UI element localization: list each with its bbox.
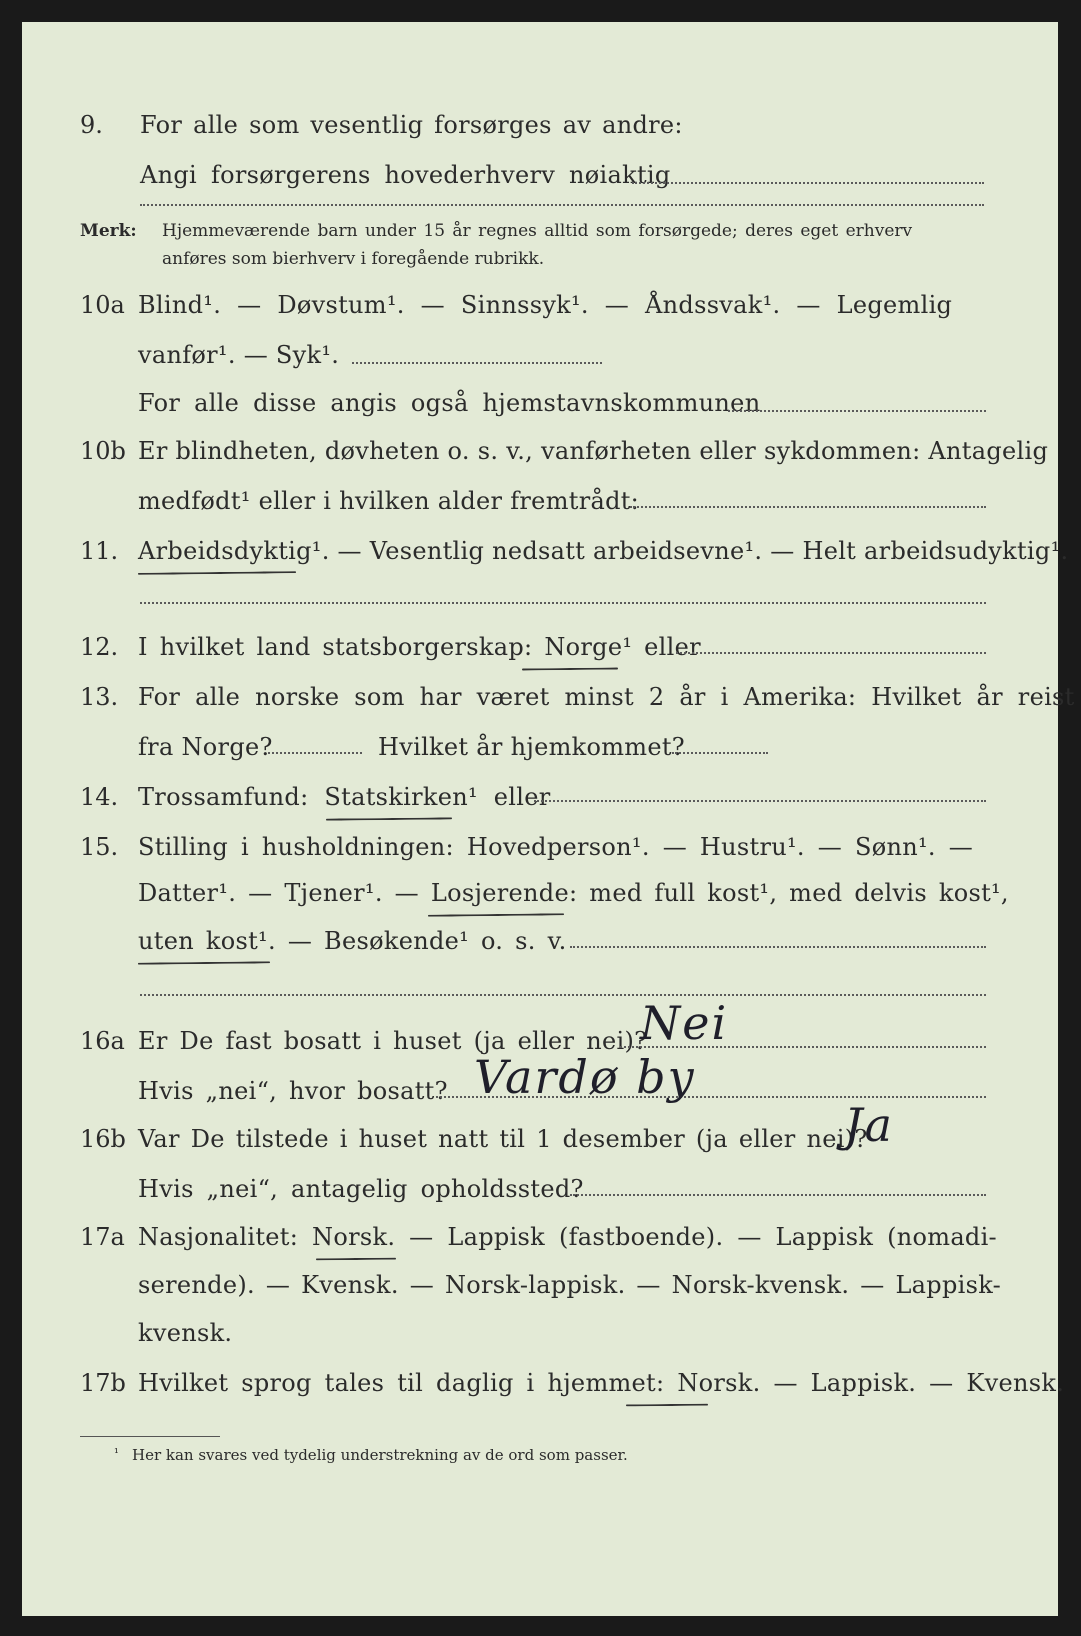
q17b-number: 17b	[80, 1369, 126, 1397]
q13-return-year-line[interactable]	[672, 752, 768, 754]
q12-answer-line[interactable]	[676, 652, 986, 654]
q11-underline-arbeidsdyktig	[138, 571, 296, 575]
q16b-question: Var De tilstede i huset natt til 1 desember (ja eller nei)?	[138, 1125, 868, 1153]
footnote-rule	[80, 1436, 220, 1437]
q9-answer-line-2[interactable]	[140, 204, 984, 206]
q17b-underline-norsk	[626, 1404, 708, 1407]
q10b-question: Er blindheten, døvheten o. s. v., vanførheten eller sykdommen: Antagelig	[138, 437, 1049, 465]
q9-question: For alle som vesentlig forsørges av andre:	[140, 111, 683, 139]
q10b-number: 10b	[80, 437, 126, 465]
q17a-question-line2: serende). — Kvensk. — Norsk-lappisk. — Norsk-kvensk. — Lappisk-	[138, 1271, 1002, 1299]
q13-departure-year-line[interactable]	[268, 752, 362, 754]
q10a-number: 10a	[80, 291, 125, 319]
q11-number: 11.	[80, 537, 119, 565]
q12-underline-norge	[522, 667, 618, 670]
census-form-page	[22, 22, 1075, 1616]
q15-question-line3: uten kost¹. — Besøkende¹ o. s. v.	[138, 927, 567, 955]
q9-question-line2: Angi forsørgerens hovederhverv nøiaktig	[140, 161, 671, 189]
q14-question: Trossamfund: Statskirken¹ eller	[138, 783, 551, 811]
q15-answer-line[interactable]	[570, 946, 986, 948]
q11-answer-line[interactable]	[140, 602, 986, 604]
q16b-question-line2: Hvis „nei“, antagelig opholdssted?	[138, 1175, 584, 1203]
q13-question-line2a: fra Norge?	[138, 733, 273, 761]
q12-question: I hvilket land statsborgerskap: Norge¹ eller	[138, 633, 701, 661]
q10a-question: Blind¹. — Døvstum¹. — Sinnssyk¹. — Åndssvak¹. — Legemlig	[138, 291, 953, 319]
q17a-number: 17a	[80, 1223, 125, 1251]
q13-number: 13.	[80, 683, 119, 711]
merk-label: Merk:	[80, 221, 137, 241]
q16b-number: 16b	[80, 1125, 126, 1153]
q15-question: Stilling i husholdningen: Hovedperson¹. — Hustru¹. — Sønn¹. —	[138, 833, 974, 861]
merk-note-line2: anføres som bierhverv i foregående rubrikk.	[162, 249, 545, 269]
q16b-handwritten-answer: Ja	[844, 1098, 894, 1152]
q15-underline-uten-kost	[138, 961, 270, 964]
q16b-stay-line[interactable]	[570, 1194, 986, 1196]
q15-question-line2: Datter¹. — Tjener¹. — Losjerende: med full kost¹, med delvis kost¹,	[138, 879, 1009, 907]
q14-answer-line[interactable]	[534, 800, 986, 802]
q11-question: Arbeidsdyktig¹. — Vesentlig nedsatt arbeidsevne¹. — Helt arbeidsudyktig¹.	[138, 537, 1069, 565]
q15-answer-line-2[interactable]	[140, 994, 986, 996]
footnote-text: Her kan svares ved tydelig understrekning av de ord som passer.	[132, 1446, 628, 1464]
q12-number: 12.	[80, 633, 119, 661]
merk-note-line1: Hjemmeværende barn under 15 år regnes alltid som forsørgede; deres eget erhverv	[162, 221, 913, 241]
q17b-question: Hvilket sprog tales til daglig i hjemmet: Norsk. — Lappisk. — Kvensk.	[138, 1369, 1065, 1397]
q17a-underline-norsk	[316, 1258, 396, 1261]
q17a-question-line3: kvensk.	[138, 1319, 233, 1347]
q17a-question: Nasjonalitet: Norsk. — Lappisk (fastboende). — Lappisk (nomadi-	[138, 1223, 997, 1251]
q13-question: For alle norske som har været minst 2 år i Amerika: Hvilket år reist	[138, 683, 1075, 711]
q9-number: 9.	[80, 111, 103, 139]
q16a-handwritten-answer: Nei	[640, 996, 729, 1050]
q10b-question-line2: medfødt¹ eller i hvilken alder fremtrådt:	[138, 487, 640, 515]
q10a-municipality-line[interactable]	[728, 410, 986, 412]
q15-underline-losjerende	[428, 913, 564, 916]
q10b-answer-line[interactable]	[630, 506, 986, 508]
q9-answer-line[interactable]	[632, 182, 984, 184]
q15-number: 15.	[80, 833, 119, 861]
q10a-question-line3: For alle disse angis også hjemstavnskommunen	[138, 389, 761, 417]
q14-number: 14.	[80, 783, 119, 811]
q10a-question-line2: vanfør¹. — Syk¹.	[138, 341, 340, 369]
q16a-question: Er De fast bosatt i huset (ja eller nei)?	[138, 1027, 648, 1055]
q16a-question-line2: Hvis „nei“, hvor bosatt?	[138, 1077, 448, 1105]
q13-question-line2b: Hvilket år hjemkommet?	[378, 733, 685, 761]
q16a-handwritten-residence: Vardø by	[474, 1050, 696, 1104]
q16a-number: 16a	[80, 1027, 125, 1055]
footnote-mark: ¹	[114, 1446, 119, 1460]
q10a-answer-line[interactable]	[352, 362, 602, 364]
q14-underline-statskirken	[326, 817, 452, 820]
